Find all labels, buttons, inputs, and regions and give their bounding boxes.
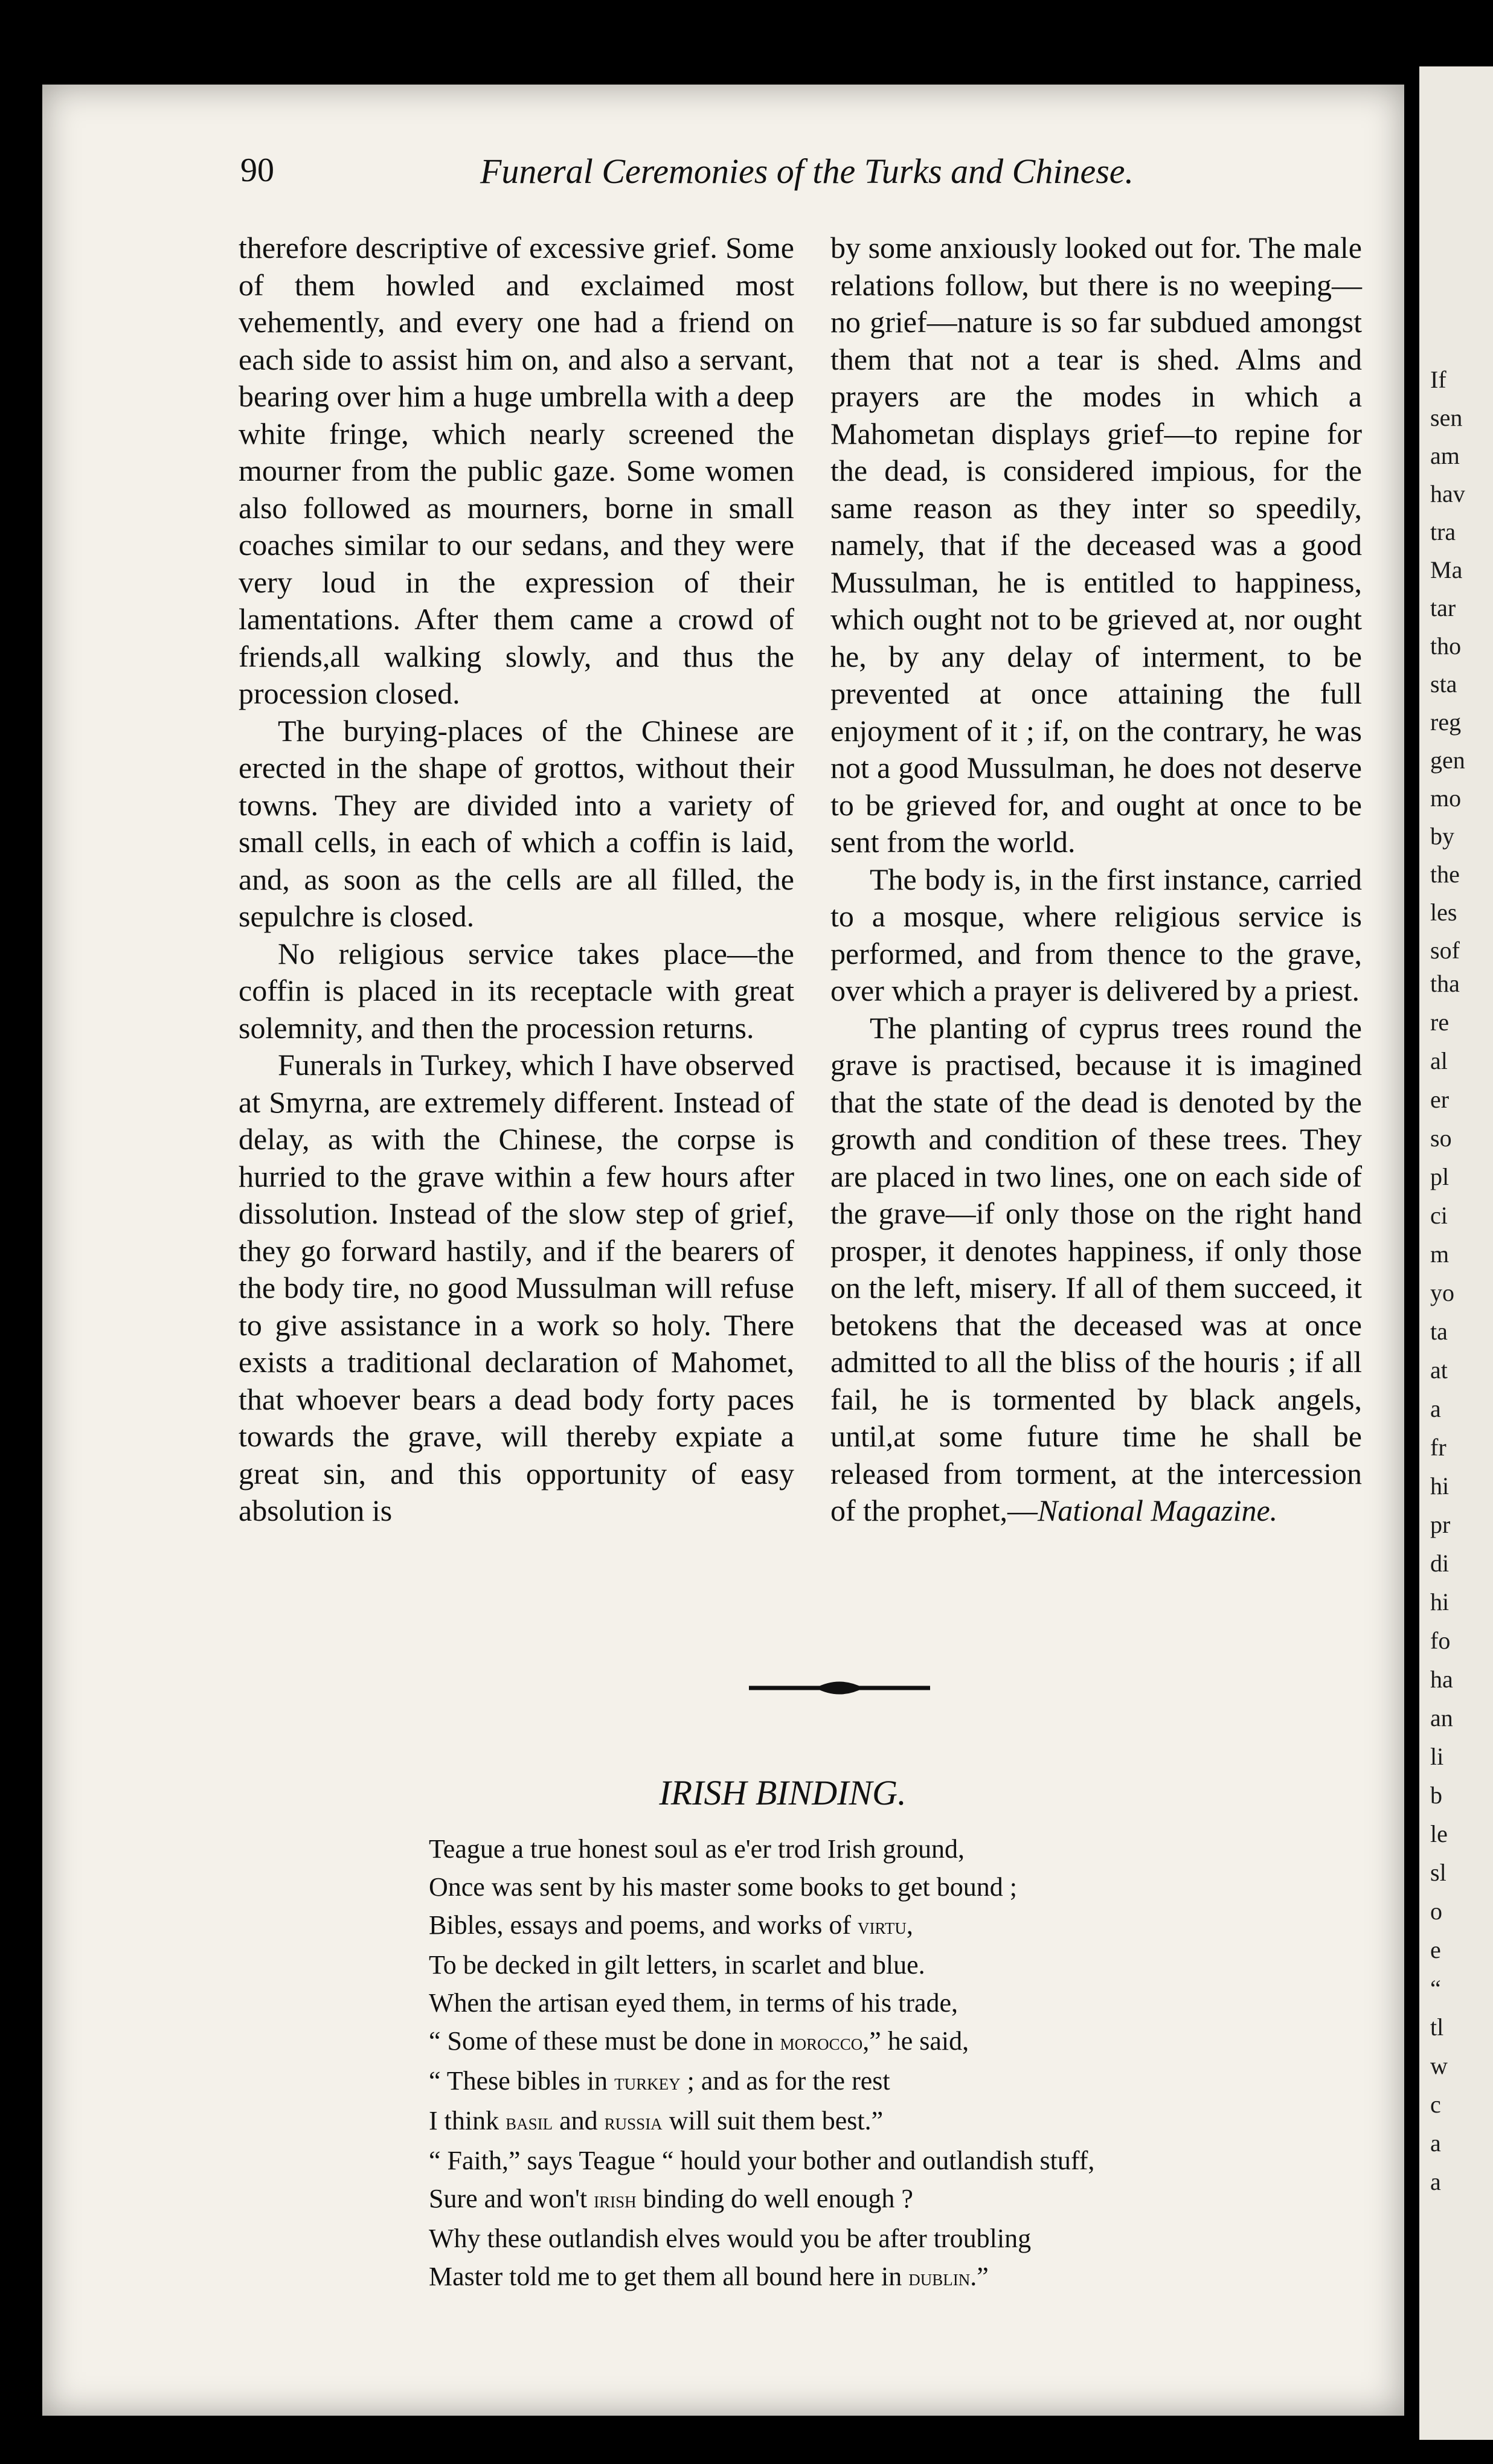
poem-text: Bibles, essays and poems, and works of [429,1910,858,1940]
section-divider-ornament [749,1673,930,1703]
adjacent-page-fragment: Ma [1430,556,1463,583]
adjacent-page-fragment: by [1430,823,1454,850]
poem-line: “ Faith,” says Teague “ hould your bother and outlandish stuff, [429,2146,1095,2175]
poem-text: “ Some of these must be done in [429,2026,780,2056]
adjacent-page-fragment: sof [1430,937,1460,964]
poem-line: Why these outlandish elves would you be after troubling [429,2224,1032,2253]
poem-smallcaps: irish [594,2187,637,2213]
adjacent-page-fragment: li [1430,1743,1444,1770]
adjacent-page-fragment: sta [1430,670,1457,698]
poem-text: ; and as for the rest [680,2066,890,2096]
adjacent-page-fragment: pr [1430,1511,1451,1538]
adjacent-page-fragment: er [1430,1086,1450,1113]
page-number: 90 [240,152,274,189]
adjacent-page-fragment: fr [1430,1434,1446,1461]
adjacent-page-fragment: fo [1430,1627,1451,1654]
poem-text: .” [970,2262,989,2291]
poem-line: To be decked in gilt letters, in scarlet and blue. [429,1950,925,1980]
adjacent-page-edge [1419,66,1493,2440]
paragraph: by some anxiously looked out for. The male relations follow, but there is no weeping—no grief—nature is so far subdued amongst them that not a tear is shed. Alms and prayers are the modes in which a Mahometan displays grief—to repine for the dead, is considered impious, for the same reason as they inter so speedily, namely, that if the deceased was a good Mussulman, he is entitled to happiness, which ought not to be grieved at, nor ought he, by any delay of interment, to be prevented at once attaining the full enjoyment of it ; if, on the contrary, he was not a good Mussulman, he does not deserve to be grieved for, and ought at once to be sent from the world. [830,231,1362,859]
paragraph: Funerals in Turkey, which I have observed at Smyrna, are extremely different. Instead of delay, as with the Chinese, the corpse is hurried to the grave within a few hours after dissolution. Instead of the slow step of grief, they go forward hastily, and if the bearers of the body tire, no good Mussulman will refuse to give assistance in a work so holy. There exists a traditional declaration of Mahomet, that whoever bears a dead body forty paces towards the grave, will thereby expiate a great sin, and this opportunity of easy absolution is [239,1048,794,1527]
poem-smallcaps: virtu [858,1914,907,1939]
adjacent-page-fragment: reg [1430,708,1462,736]
poem [429,1830,1094,2297]
adjacent-page-fragment: a [1430,1395,1441,1422]
adjacent-page-fragment: mo [1430,784,1462,812]
adjacent-page-fragment: ta [1430,1318,1448,1345]
poem-text: and [553,2106,605,2135]
poem-smallcaps: russia [604,2109,663,2135]
left-column [239,229,794,1530]
adjacent-page-fragment: b [1430,1782,1442,1809]
paragraph: therefore descriptive of excessive grief. Some of them howled and exclaimed most vehemently, and every one had a friend on each side to assist him on, and also a servant, bearing over him a huge umbrella with a deep white fringe, which nearly screened the mourner from the public gaze. Some women also followed as mourners, borne in small coaches similar to our sedans, and they were very loud in the expression of their lamentations. After them came a crowd of friends,all walking slowly, and thus the procession closed. [239,231,794,710]
poem-line [429,1906,1094,1946]
adjacent-page-fragment: hav [1430,480,1465,507]
paragraph [830,1010,1362,1530]
adjacent-page-fragment: the [1430,861,1460,888]
paragraph: No religious service takes place—the coffin is placed in its receptacle with great solemnity, and then the procession returns. [239,936,794,1045]
poem-text: “ These bibles in [429,2066,615,2096]
adjacent-page-fragment: les [1430,899,1457,926]
poem-line: Once was sent by his master some books to get bound ; [429,1872,1017,1902]
poem-title: IRISH BINDING. [659,1773,907,1812]
poem-smallcaps: morocco [780,2030,863,2055]
adjacent-page-fragment: sen [1430,404,1463,431]
poem-line [429,2257,1094,2297]
adjacent-page-fragment: di [1430,1550,1450,1577]
adjacent-page-fragment: gen [1430,746,1465,774]
adjacent-page-fragment: yo [1430,1279,1454,1306]
adjacent-page-fragment: o [1430,1898,1442,1925]
adjacent-page-fragment: a [1430,2168,1441,2195]
adjacent-page-fragment: tl [1430,2013,1444,2041]
poem-smallcaps: dublin [908,2265,971,2291]
adjacent-page-fragment: m [1430,1240,1450,1268]
poem-text: ,” he said, [862,2026,969,2056]
adjacent-page-fragment: pl [1430,1163,1450,1190]
adjacent-page-fragment: tho [1430,632,1462,659]
adjacent-page-fragment: a [1430,2129,1441,2157]
paragraph: The burying-places of the Chinese are erected in the shape of grottos, without their towns. They are divided into a variety of small cells, in each of which a coffin is laid, and, as soon as the cells are all filled, the sepulchre is closed. [239,713,794,933]
adjacent-page-fragment: an [1430,1704,1453,1731]
paragraph-text: The planting of cyprus trees round the grave is practised, because it is imagined that the state of the dead is denoted by the growth and condition of these trees. They are placed in two lines, one on each side of the grave—if only those on the right hand prosper, it denotes happiness, if only those on the left, misery. If all of them succeed, it betokens that the deceased was at once admitted to all the bliss of the houris ; if all fail, he is tormented by black angels, until,at some future time he shall be released from torment, at the intercession of the prophet,— [830,1010,1362,1527]
poem-text: Master told me to get them all bound here in [429,2262,909,2291]
page-header [0,151,1493,193]
poem-line [429,2180,1094,2219]
poem-text: will suit them best.” [662,2106,884,2135]
adjacent-page-fragment: e [1430,1936,1441,1963]
adjacent-page-fragment: at [1430,1356,1448,1384]
adjacent-page-fragment: am [1430,442,1460,469]
poem-line [429,2022,1094,2062]
poem-smallcaps: basil [506,2109,553,2135]
adjacent-page-fragment: w [1430,2052,1448,2079]
adjacent-page-fragment: hi [1430,1472,1450,1500]
adjacent-page-fragment: hi [1430,1588,1450,1615]
adjacent-page-fragment: le [1430,1820,1448,1847]
adjacent-page-fragment: c [1430,2091,1441,2118]
poem-text: I think [429,2106,506,2135]
poem-line: When the artisan eyed them, in terms of his trade, [429,1988,958,2018]
adjacent-page-fragment: ci [1430,1202,1448,1229]
poem-text: Sure and won't [429,2184,594,2213]
poem-line [429,2102,1094,2142]
paragraph: The body is, in the first instance, carried to a mosque, where religious service is performed, and from thence to the grave, over which a prayer is delivered by a priest. [830,862,1362,1007]
adjacent-page-fragment: tra [1430,518,1456,545]
adjacent-page-fragment: al [1430,1047,1448,1074]
adjacent-page-fragment: re [1430,1009,1450,1036]
adjacent-page-fragment: sl [1430,1859,1446,1886]
adjacent-page-fragment: tha [1430,970,1460,997]
source-byline: National Magazine. [1037,1493,1278,1527]
adjacent-page-fragment: If [1430,366,1446,393]
adjacent-page-fragment: so [1430,1125,1452,1152]
poem-line: Teague a true honest soul as e'er trod Irish ground, [429,1834,965,1864]
poem-text: , [906,1910,913,1940]
poem-line [429,2062,1094,2102]
poem-text: binding do well enough ? [636,2184,913,2213]
adjacent-page-fragment: ha [1430,1666,1453,1693]
adjacent-page-fragment: “ [1430,1975,1441,2002]
adjacent-page-fragment: tar [1430,594,1456,621]
poem-smallcaps: turkey [614,2070,681,2095]
right-column [830,229,1362,1530]
running-title: Funeral Ceremonies of the Turks and Chinese. [480,152,1134,191]
